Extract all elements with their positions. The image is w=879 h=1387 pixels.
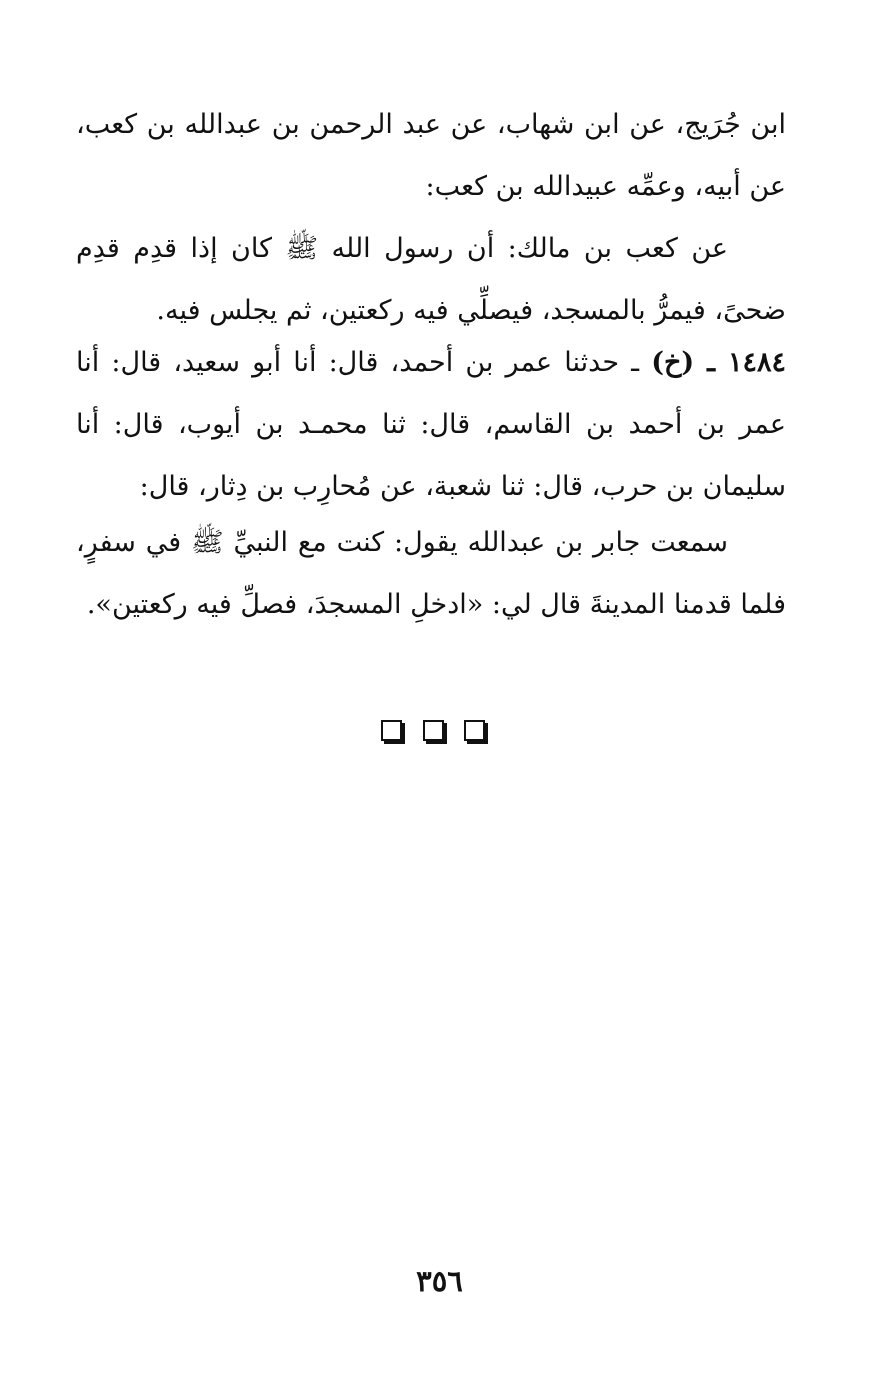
- square-ornament-icon: [423, 720, 444, 741]
- hadith-number: ١٤٨٤ ـ (خ): [651, 347, 786, 378]
- hadith-matn-paragraph: عن كعب بن مالك: أن رسول الله ﷺ كان إذا قدِم قدِم ضحىً، فيمرُّ بالمسجد، فيصلِّي فيه ركعتين، ثم يجلس فيه.: [76, 233, 786, 326]
- hadith-1484-isnad-text: ـ حدثنا عمر بن أحمد، قال: أنا أبو سعيد، قال: أنا عمر بن أحمد بن القاسم، قال: ثنا محمـد بن أيوب، قال: أنا سليمان بن حرب، قال: ثنا شعبة، عن مُحارِب بن دِثار، قال:: [76, 347, 786, 502]
- isnad-continuation-paragraph: ابن جُرَيج، عن ابن شهاب، عن عبد الرحمن بن عبدالله بن كعب، عن أبيه، وعمِّه عبيدالله بن كعب:: [76, 109, 786, 202]
- page-number: ٣٥٦: [416, 1264, 463, 1298]
- square-ornament-icon: [464, 720, 485, 741]
- hadith-1484-matn-paragraph: سمعت جابر بن عبدالله يقول: كنت مع النبيِّ ﷺ في سفرٍ، فلما قدمنا المدينةَ قال لي: «ادخلِ المسجدَ، فصلِّ فيه ركعتين».: [76, 527, 786, 620]
- square-ornament-icon: [381, 720, 402, 741]
- hadith-1484-isnad-paragraph: [76, 332, 786, 518]
- section-divider-ornament: [381, 716, 485, 744]
